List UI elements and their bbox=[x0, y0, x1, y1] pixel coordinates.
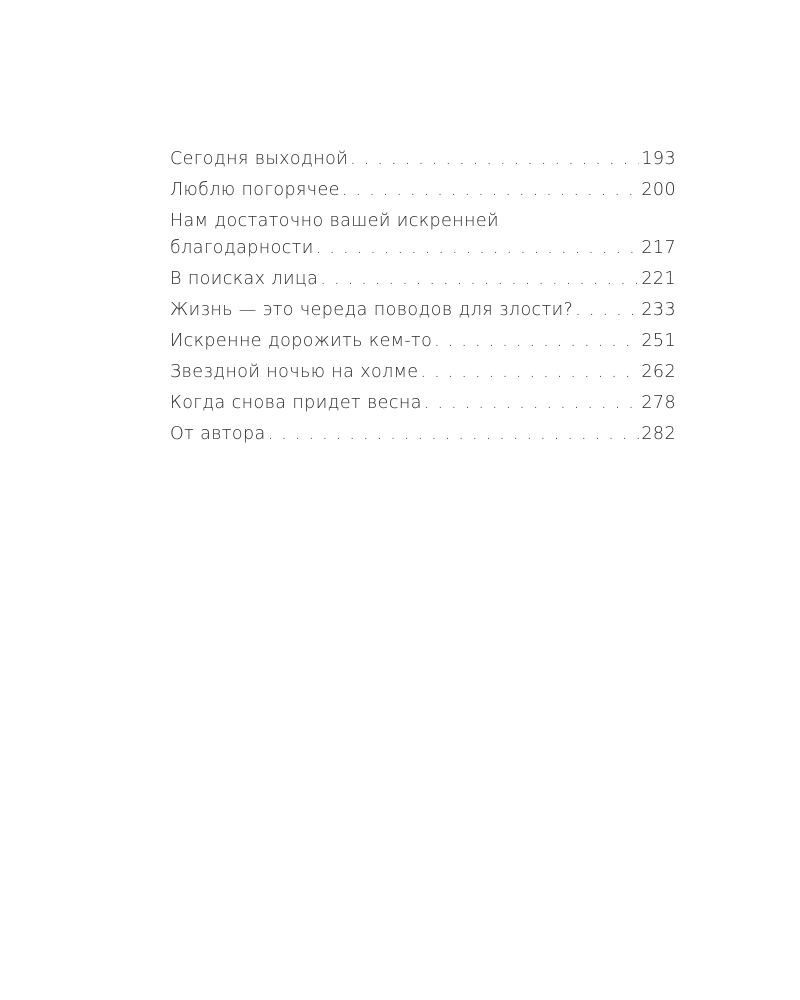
toc-entry-title: Звездной ночью на холме bbox=[170, 362, 419, 382]
toc-entry-line bbox=[170, 390, 676, 417]
toc-entry-title: Когда снова придет весна bbox=[170, 393, 422, 413]
toc-entry-page: 262 bbox=[641, 362, 676, 382]
toc-entry-title: Сегодня выходной bbox=[170, 149, 349, 169]
toc-entry-page: 282 bbox=[641, 424, 676, 444]
toc-entry-title: благодарности bbox=[170, 238, 314, 258]
toc-entry-title: В поисках лица bbox=[170, 269, 319, 289]
toc-entry-page: 200 bbox=[641, 180, 676, 200]
toc-entry-line bbox=[170, 146, 676, 173]
toc-entry[interactable] bbox=[170, 177, 676, 204]
toc-entry-title: Люблю погорячее bbox=[170, 180, 340, 200]
dot-leader bbox=[575, 297, 639, 324]
toc-entry[interactable] bbox=[170, 390, 676, 417]
dot-leader bbox=[316, 235, 640, 262]
toc-entry[interactable] bbox=[170, 208, 676, 262]
toc-entry-page: 217 bbox=[641, 238, 676, 258]
dot-leader bbox=[342, 177, 640, 204]
toc-entry[interactable] bbox=[170, 297, 676, 324]
dot-leader bbox=[420, 359, 639, 386]
dot-leader bbox=[434, 328, 639, 355]
toc-entry[interactable] bbox=[170, 328, 676, 355]
toc-entry-title: От автора bbox=[170, 424, 266, 444]
dot-leader bbox=[424, 390, 640, 417]
dot-leader bbox=[320, 266, 639, 293]
dot-leader bbox=[350, 146, 639, 173]
toc-entry-line bbox=[170, 328, 676, 355]
toc-entry[interactable] bbox=[170, 421, 676, 448]
toc-entry-page: 233 bbox=[641, 300, 676, 320]
toc-entry-page: 221 bbox=[641, 269, 676, 289]
toc-entry-page: 193 bbox=[641, 149, 676, 169]
toc-entry-title: Искренне дорожить кем-то bbox=[170, 331, 433, 351]
toc-entry-line bbox=[170, 421, 676, 448]
toc-entry-line bbox=[170, 177, 676, 204]
toc-entry-page: 251 bbox=[641, 331, 676, 351]
toc-entry-line bbox=[170, 235, 676, 262]
toc-entry[interactable] bbox=[170, 359, 676, 386]
toc-entry-page: 278 bbox=[641, 393, 676, 413]
toc-entry[interactable] bbox=[170, 266, 676, 293]
toc-entry-line bbox=[170, 266, 676, 293]
toc-entry-title-line1: Нам достаточно вашей искренней bbox=[170, 211, 499, 231]
toc-entry-line bbox=[170, 297, 676, 324]
toc-entry[interactable] bbox=[170, 146, 676, 173]
toc-entry-title: Жизнь — это череда поводов для злости? bbox=[170, 300, 574, 320]
toc-entry-line bbox=[170, 359, 676, 386]
dot-leader bbox=[268, 421, 640, 448]
table-of-contents bbox=[170, 146, 676, 452]
